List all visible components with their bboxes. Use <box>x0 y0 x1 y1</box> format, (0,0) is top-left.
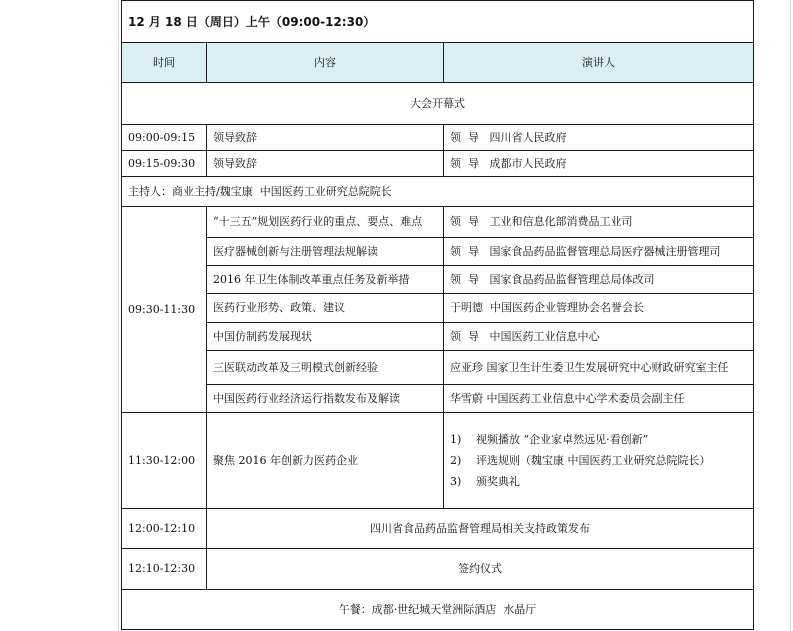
row-speaker: 领 导 工业和信息化部消费品工业司 <box>444 207 754 238</box>
row-content: 医疗器械创新与注册管理法规解读 <box>207 238 444 266</box>
header-row <box>122 43 754 83</box>
row-content: 四川省食品药品监督管理局相关支持政策发布 <box>207 509 754 549</box>
block-time: 09:30-11:30 <box>122 207 207 413</box>
signing-row <box>122 549 754 590</box>
page-edge-left <box>118 0 119 631</box>
host-line: 主持人：商业主持/魏宝康 中国医药工业研究总院院长 <box>122 177 754 207</box>
table-row <box>122 151 754 177</box>
header-content: 内容 <box>207 43 444 83</box>
row-speaker: 华雪蔚 中国医药工业信息中心学术委员会副主任 <box>444 385 754 413</box>
list-item <box>450 453 747 468</box>
row-speaker: 应亚珍 国家卫生计生委卫生发展研究中心财政研究室主任 <box>444 351 754 385</box>
row-speaker: 领 导 国家食品药品监督管理总局医疗器械注册管理司 <box>444 238 754 266</box>
row-speaker: 领 导 成都市人民政府 <box>444 151 754 177</box>
row-content: 签约仪式 <box>207 549 754 590</box>
table-row <box>122 294 754 323</box>
page-edge-right <box>790 0 791 631</box>
list-item <box>450 432 747 447</box>
award-row <box>122 413 754 509</box>
row-content: 中国医药行业经济运行指数发布及解读 <box>207 385 444 413</box>
row-speaker: 于明德 中国医药企业管理协会名誉会长 <box>444 294 754 323</box>
header-speaker: 演讲人 <box>444 43 754 83</box>
session-title: 12 月 18 日（周日）上午（09:00-12:30） <box>122 1 754 43</box>
award-items <box>450 432 747 489</box>
row-time: 11:30-12:00 <box>122 413 207 509</box>
row-content: 中国仿制药发展现状 <box>207 323 444 351</box>
opening-ceremony: 大会开幕式 <box>122 83 754 125</box>
row-time: 12:10-12:30 <box>122 549 207 590</box>
row-time: 12:00-12:10 <box>122 509 207 549</box>
item-number: 1) <box>450 433 462 446</box>
schedule-table <box>121 0 754 630</box>
row-content: 三医联动改革及三明模式创新经验 <box>207 351 444 385</box>
row-content: 聚焦 2016 年创新力医药企业 <box>207 413 444 509</box>
item-text: 视频播放 “企业家卓然远见·看创新” <box>476 433 649 446</box>
table-row <box>122 207 754 238</box>
award-items-cell <box>444 413 754 509</box>
title-row <box>122 1 754 43</box>
row-speaker: 领 导 国家食品药品监督管理总局体改司 <box>444 266 754 294</box>
host-row <box>122 177 754 207</box>
lunch-line: 午餐：成都·世纪城天堂洲际酒店 水晶厅 <box>122 590 754 630</box>
header-time: 时间 <box>122 43 207 83</box>
item-number: 3) <box>450 475 462 488</box>
policy-row <box>122 509 754 549</box>
row-content: “十三五”规划医药行业的重点、要点、难点 <box>207 207 444 238</box>
opening-row <box>122 83 754 125</box>
list-item <box>450 474 747 489</box>
row-content: 2016 年卫生体制改革重点任务及新举措 <box>207 266 444 294</box>
table-row <box>122 266 754 294</box>
table-row <box>122 323 754 351</box>
row-content: 医药行业形势、政策、建议 <box>207 294 444 323</box>
item-text: 评选规则（魏宝康 中国医药工业研究总院院长） <box>476 454 711 467</box>
table-row <box>122 385 754 413</box>
item-number: 2) <box>450 454 462 467</box>
table-row <box>122 238 754 266</box>
table-row <box>122 351 754 385</box>
row-speaker: 领 导 四川省人民政府 <box>444 125 754 151</box>
row-content: 领导致辞 <box>207 151 444 177</box>
table-row <box>122 125 754 151</box>
lunch-row <box>122 590 754 630</box>
row-content: 领导致辞 <box>207 125 444 151</box>
item-text: 颁奖典礼 <box>476 475 520 488</box>
row-speaker: 领 导 中国医药工业信息中心 <box>444 323 754 351</box>
row-time: 09:00-09:15 <box>122 125 207 151</box>
row-time: 09:15-09:30 <box>122 151 207 177</box>
